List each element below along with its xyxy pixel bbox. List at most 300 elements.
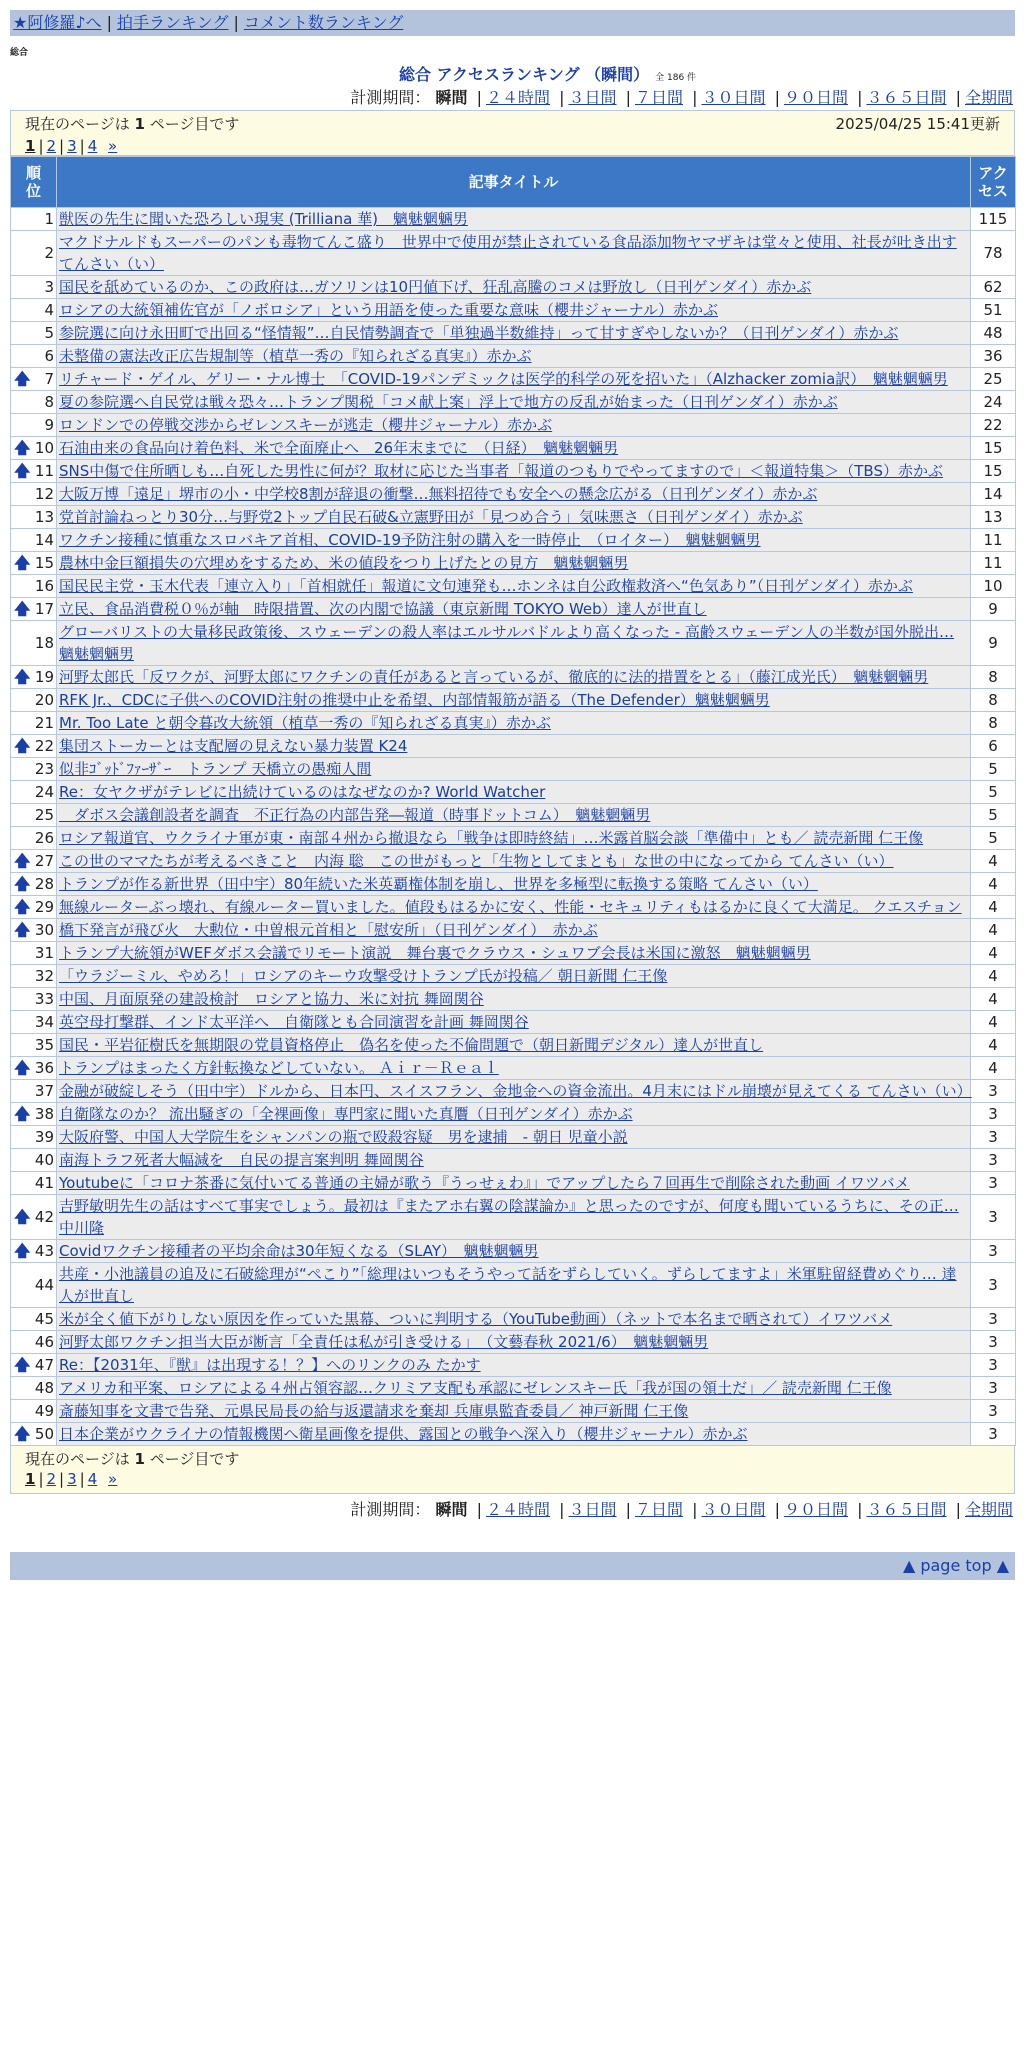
article-link[interactable]: ロシアの大統領補佐官が「ノボロシア」という用語を使った重要な意味（櫻井ジャーナル）赤かぶ — [59, 301, 718, 319]
article-link[interactable]: 共産・小池議員の追及に石破総理が“ぺこり”「総理はいつもそうやって話をずらしていく。ずらしてますよ」米軍駐留経費めぐり… 達人が世直し — [59, 1265, 957, 1305]
period-current: 瞬間 — [435, 88, 468, 107]
arrow-up-icon: 🡅 — [14, 553, 31, 572]
nav-link-clap-ranking[interactable]: 拍手ランキング — [116, 13, 229, 32]
page-next[interactable]: » — [108, 137, 118, 155]
article-link[interactable]: グローバリストの大量移民政策後、スウェーデンの殺人率はエルサルバドルより高くなった - 高齢スウェーデン人の半数が国外脱出… 魑魅魍魎男 — [59, 623, 955, 663]
table-row — [11, 1400, 1016, 1423]
title-cell — [57, 919, 971, 942]
table-row — [11, 712, 1016, 735]
arrow-up-icon: 🡅 — [14, 667, 31, 686]
article-link[interactable]: ワクチン接種に慎重なスロバキア首相、COVID-19予防注射の購入を一時停止 （ロイター） 魑魅魍魎男 — [59, 531, 761, 549]
article-link[interactable]: RFK Jr.、CDCに子供へのCOVID注射の推奨中止を希望、内部情報筋が語る（The Defender）魑魅魍魎男 — [59, 691, 770, 709]
rank-number: 10 — [34, 439, 54, 457]
rank-number: 23 — [34, 760, 54, 778]
access-count: 3 — [971, 1080, 1016, 1103]
title-cell — [57, 1400, 971, 1423]
rank-number: 33 — [34, 990, 54, 1008]
title-cell — [57, 735, 971, 758]
article-link[interactable]: マクドナルドもスーパーのパンも毒物てんこ盛り 世界中で使用が禁止されている食品添加物ヤマザキは堂々と使用、社長が吐き出す てんさい（い） — [59, 233, 957, 273]
rank-cell — [11, 1126, 57, 1149]
page-top-link[interactable]: ▲ page top ▲ — [902, 1556, 1009, 1575]
access-count: 3 — [971, 1423, 1016, 1446]
period-link-all[interactable]: 全期間 — [964, 1500, 1013, 1519]
page-link-3[interactable]: 3 — [67, 137, 77, 155]
arrow-up-icon: 🡅 — [14, 920, 31, 939]
title-cell — [57, 965, 971, 988]
page-next[interactable]: » — [108, 1470, 118, 1488]
period-label: 計測期間： — [350, 1500, 431, 1519]
title-cell — [57, 414, 971, 437]
table-row — [11, 299, 1016, 322]
table-row — [11, 666, 1016, 689]
rank-number: 18 — [34, 634, 54, 652]
arrow-up-icon: 🡅 — [14, 599, 31, 618]
access-count: 9 — [971, 621, 1016, 666]
table-row — [11, 1149, 1016, 1172]
access-count: 4 — [971, 873, 1016, 896]
table-row — [11, 1034, 1016, 1057]
title-cell — [57, 1263, 971, 1308]
arrow-up-icon: 🡅 — [14, 897, 31, 916]
rank-number: 24 — [34, 783, 54, 801]
period-current: 瞬間 — [435, 1500, 468, 1519]
rank-number: 31 — [34, 944, 54, 962]
period-link-24h[interactable]: ２４時間 — [485, 1500, 550, 1519]
table-row — [11, 1057, 1016, 1080]
article-link[interactable]: 河野太郎ワクチン担当大臣が断言「全責任は私が引き受ける」 （文藝春秋 2021/6） 魑魅魍魎男 — [59, 1333, 709, 1351]
table-row — [11, 1172, 1016, 1195]
article-link[interactable]: 大阪府警、中国人大学院生をシャンパンの瓶で殴殺容疑 男を逮捕 - 朝日 児童小説 — [59, 1128, 628, 1146]
rank-number: 45 — [34, 1310, 54, 1328]
article-link[interactable]: 南海トラフ死者大幅減を 自民の提言案判明 舞岡関谷 — [59, 1151, 424, 1169]
period-link-3d[interactable]: ３日間 — [568, 88, 617, 107]
rank-cell — [11, 483, 57, 506]
access-count: 3 — [971, 1308, 1016, 1331]
access-count: 4 — [971, 1011, 1016, 1034]
rank-number: 39 — [34, 1128, 54, 1146]
top-nav — [10, 10, 1015, 36]
rank-number: 26 — [34, 829, 54, 847]
pagination-bottom: 1 | 2 | 3 | 4 » — [25, 1470, 118, 1488]
period-label: 計測期間： — [350, 88, 431, 107]
title-cell — [57, 781, 971, 804]
rank-number: 30 — [34, 921, 54, 939]
access-count: 5 — [971, 827, 1016, 850]
table-row — [11, 1103, 1016, 1126]
access-count: 78 — [971, 231, 1016, 276]
table-row — [11, 942, 1016, 965]
table-row — [11, 414, 1016, 437]
period-link-30d[interactable]: ３０日間 — [701, 88, 766, 107]
article-link[interactable]: 自衛隊なのか？ 流出騒ぎの「全裸画像」専門家に聞いた真贋（日刊ゲンダイ）赤かぶ — [59, 1105, 633, 1123]
page-title — [10, 64, 1015, 86]
rank-cell — [11, 368, 57, 391]
table-row — [11, 506, 1016, 529]
rank-number: 49 — [34, 1402, 54, 1420]
article-link[interactable]: 未整備の憲法改正広告規制等（植草一秀の『知られざる真実』）赤かぶ — [59, 347, 532, 365]
access-count: 3 — [971, 1103, 1016, 1126]
arrow-up-icon: 🡅 — [14, 1104, 31, 1123]
access-count: 51 — [971, 299, 1016, 322]
table-row — [11, 781, 1016, 804]
arrow-up-icon: 🡅 — [14, 438, 31, 457]
article-link[interactable]: 河野太郎氏「反ワクが、河野太郎にワクチンの責任があると言っているが、徹底的に法的措置をとる」（藤江成光氏） 魑魅魍魎男 — [59, 668, 929, 686]
title-cell — [57, 988, 971, 1011]
table-row — [11, 483, 1016, 506]
rank-cell — [11, 231, 57, 276]
rank-cell — [11, 1195, 57, 1240]
access-count: 9 — [971, 598, 1016, 621]
rank-number: 35 — [34, 1036, 54, 1054]
access-count: 15 — [971, 437, 1016, 460]
article-link[interactable]: 国民を舐めているのか、この政府は…ガソリンは10円値下げ、狂乱高騰のコメは野放し（日刊ゲンダイ）赤かぶ — [59, 278, 812, 296]
title-cell — [57, 437, 971, 460]
title-cell — [57, 666, 971, 689]
rank-cell — [11, 827, 57, 850]
title-cell — [57, 1331, 971, 1354]
rank-number: 9 — [44, 416, 54, 434]
access-count: 3 — [971, 1195, 1016, 1240]
table-row — [11, 345, 1016, 368]
access-count: 25 — [971, 368, 1016, 391]
article-link[interactable]: Re：女ヤクザがテレビに出続けているのはなぜなのか? World Watcher — [59, 783, 546, 801]
rank-cell — [11, 781, 57, 804]
rank-cell — [11, 575, 57, 598]
arrow-up-icon: 🡅 — [14, 851, 31, 870]
article-link[interactable]: Mr. Too Late と朝令暮改大統領（植草一秀の『知られざる真実』）赤かぶ — [59, 714, 551, 732]
header-title: 記事タイトル — [57, 157, 971, 208]
nav-link-comment-ranking[interactable]: コメント数ランキング — [243, 13, 404, 32]
article-link[interactable]: トランプが作る新世界（田中宇）80年続いた米英覇権体制を崩し、世界を多極型に転換する策略 てんさい（い） — [59, 875, 818, 893]
article-link[interactable]: 日本企業がウクライナの情報機関へ衛星画像を提供、露国との戦争へ深入り（櫻井ジャーナル）赤かぶ — [59, 1425, 748, 1443]
rank-number: 14 — [34, 531, 54, 549]
title-cell — [57, 1423, 971, 1446]
rank-number: 3 — [44, 278, 54, 296]
access-count: 3 — [971, 1354, 1016, 1377]
title-cell — [57, 1377, 971, 1400]
page-link-2[interactable]: 2 — [46, 1470, 57, 1488]
table-row — [11, 391, 1016, 414]
title-cell — [57, 1103, 971, 1126]
title-cell — [57, 231, 971, 276]
article-link[interactable]: 無線ルーターぶっ壊れ、有線ルーター買いました。値段もはるかに安く、性能・セキュリティもはるかに良くて大満足。 クエスチョン — [59, 898, 962, 916]
rank-number: 48 — [34, 1379, 54, 1397]
title-cell — [57, 1149, 971, 1172]
access-count: 4 — [971, 1057, 1016, 1080]
article-link[interactable]: 党首討論ねっとり30分…与野党2トップ自民石破&立憲野田が「見つめ合う」気味悪さ（日刊ゲンダイ）赤かぶ — [59, 508, 803, 526]
table-row — [11, 1240, 1016, 1263]
table-row — [11, 1195, 1016, 1240]
article-link[interactable]: この世のママたちが考えるべきこと 内海 聡 この世がもっと「生物としてまとも」な世の中になってから てんさい（い） — [59, 852, 894, 870]
pager-top — [10, 110, 1015, 156]
page-link-3[interactable]: 3 — [67, 1470, 77, 1488]
title-cell — [57, 1308, 971, 1331]
title-cell — [57, 552, 971, 575]
period-link-all[interactable]: 全期間 — [964, 88, 1013, 107]
article-link[interactable]: 金融が破綻しそう（田中宇）ドルから、日本円、スイスフラン、金地金への資金流出。4月末にはドル崩壊が見えてくる てんさい（い） — [59, 1082, 972, 1100]
title-cell — [57, 689, 971, 712]
nav-separator: | — [106, 13, 112, 32]
rank-cell — [11, 1149, 57, 1172]
article-link[interactable]: アメリカ和平案、ロシアによる４州占領容認…クリミア支配も承認にゼレンスキー氏「我が国の領土だ」／ 読売新聞 仁王像 — [59, 1379, 892, 1397]
item-count: 全 186 件 — [655, 73, 697, 83]
title-cell — [57, 529, 971, 552]
rank-number: 47 — [34, 1356, 54, 1374]
article-link[interactable]: 立民、食品消費税０％が軸 時限措置、次の内閣で協議（東京新聞 TOKYO Web）達人が世直し — [59, 600, 707, 618]
rank-number: 37 — [34, 1082, 54, 1100]
arrow-up-icon: 🡅 — [14, 1355, 31, 1374]
rank-number: 36 — [34, 1059, 54, 1077]
rank-number: 16 — [34, 577, 54, 595]
access-count: 15 — [971, 460, 1016, 483]
title-cell — [57, 1034, 971, 1057]
access-count: 3 — [971, 1172, 1016, 1195]
rank-number: 1 — [44, 210, 54, 228]
rank-number: 42 — [34, 1208, 54, 1226]
access-count: 5 — [971, 781, 1016, 804]
rank-number: 13 — [34, 508, 54, 526]
rank-cell — [11, 1354, 57, 1377]
rank-number: 43 — [34, 1242, 54, 1260]
title-cell — [57, 575, 971, 598]
access-count: 3 — [971, 1331, 1016, 1354]
title-cell — [57, 1080, 971, 1103]
article-link[interactable]: 米が全く値下がりしない原因を作っていた黒幕、ついに判明する（YouTube動画）（ネットで本名まで晒されて）イワツバメ — [59, 1310, 893, 1328]
rank-cell — [11, 1172, 57, 1195]
rank-cell — [11, 506, 57, 529]
access-count: 11 — [971, 529, 1016, 552]
arrow-up-icon: 🡅 — [14, 1424, 31, 1443]
table-row — [11, 231, 1016, 276]
rank-cell — [11, 1240, 57, 1263]
table-row — [11, 919, 1016, 942]
title-cell — [57, 621, 971, 666]
article-link[interactable]: トランプはまったく方針転換などしていない。 Ａｉｒ－Ｒｅａｌ — [59, 1059, 499, 1077]
arrow-up-icon: 🡅 — [14, 369, 31, 388]
access-count: 3 — [971, 1377, 1016, 1400]
table-row — [11, 873, 1016, 896]
rank-number: 40 — [34, 1151, 54, 1169]
rank-number: 15 — [34, 554, 54, 572]
rank-cell — [11, 965, 57, 988]
table-row — [11, 598, 1016, 621]
title-cell — [57, 1240, 971, 1263]
period-link-30d[interactable]: ３０日間 — [701, 1500, 766, 1519]
rank-cell — [11, 689, 57, 712]
rank-cell — [11, 1400, 57, 1423]
table-row — [11, 850, 1016, 873]
period-link-3d[interactable]: ３日間 — [568, 1500, 617, 1519]
page-link-4[interactable]: 4 — [87, 1470, 98, 1488]
period-link-7d[interactable]: ７日間 — [634, 1500, 683, 1519]
rank-cell — [11, 437, 57, 460]
period-link-365d[interactable]: ３６５日間 — [866, 1500, 947, 1519]
table-header-row — [11, 157, 1016, 208]
table-row — [11, 1423, 1016, 1446]
rank-cell — [11, 804, 57, 827]
article-link[interactable]: 中国、月面原発の建設検討 ロシアと協力、米に対抗 舞岡関谷 — [59, 990, 484, 1008]
rank-number: 5 — [44, 324, 54, 342]
table-row — [11, 1011, 1016, 1034]
section-label: 総合 — [10, 48, 29, 58]
page — [10, 10, 1015, 1580]
access-count: 4 — [971, 896, 1016, 919]
article-link[interactable]: 橋下発言が飛び火 大勲位・中曽根元首相と「慰安所」（日刊ゲンダイ） 赤かぶ — [59, 921, 598, 939]
access-count: 4 — [971, 965, 1016, 988]
access-count: 4 — [971, 850, 1016, 873]
rank-cell — [11, 1057, 57, 1080]
title-cell — [57, 1057, 971, 1080]
article-link[interactable]: 石油由来の食品向け着色料、米で全面廃止へ 26年末までに （日経） 魑魅魍魎男 — [59, 439, 619, 457]
table-row — [11, 896, 1016, 919]
article-link[interactable]: Covidワクチン接種者の平均余命は30年短くなる（SLAY） 魑魅魍魎男 — [59, 1242, 539, 1260]
access-count: 8 — [971, 666, 1016, 689]
table-row — [11, 1126, 1016, 1149]
article-link[interactable]: 斎藤知事を文書で告発、元県民局長の給与返還請求を棄却 兵庫県監査委員／ 神戸新聞 仁王像 — [59, 1402, 689, 1420]
article-link[interactable]: Youtubeに「コロナ茶番に気付いてる普通の主婦が歌う『うっせぇわ』」でアップしたら７回再生で削除された動画 イワツバメ — [59, 1174, 910, 1192]
rank-cell — [11, 666, 57, 689]
header-access: アクセス — [971, 157, 1016, 208]
rank-number: 17 — [34, 600, 54, 618]
nav-separator: | — [233, 13, 239, 32]
access-count: 8 — [971, 712, 1016, 735]
rank-number: 46 — [34, 1333, 54, 1351]
article-link[interactable]: トランプ大統領がWEFダボス会議でリモート演説 舞台裏でクラウス・シュワブ会長は米国に激怒 魑魅魍魎男 — [59, 944, 811, 962]
access-count: 14 — [971, 483, 1016, 506]
article-link[interactable]: ロシア報道官、ウクライナ軍が東・南部４州から撤退なら「戦争は即時終結」…米露首脳会談「準備中」とも／ 読売新聞 仁王像 — [59, 829, 924, 847]
title-cell — [57, 391, 971, 414]
article-link[interactable]: ダボス会議創設者を調査 不正行為の内部告発―報道（時事ドットコム） 魑魅魍魎男 — [59, 806, 651, 824]
page-link-2[interactable]: 2 — [46, 137, 57, 155]
title-cell — [57, 1354, 971, 1377]
pagination: 1 | 2 | 3 | 4 » — [25, 137, 118, 155]
article-link[interactable]: 農林中金巨額損失の穴埋めをするため、米の値段をつり上げたとの見方 魑魅魍魎男 — [59, 554, 629, 572]
table-row — [11, 735, 1016, 758]
arrow-up-icon: 🡅 — [14, 1207, 31, 1226]
table-row — [11, 621, 1016, 666]
article-link[interactable]: 集団ストーカーとは支配層の見えない暴力装置 K24 — [59, 737, 408, 755]
rank-number: 20 — [34, 691, 54, 709]
table-row — [11, 276, 1016, 299]
table-row — [11, 322, 1016, 345]
article-link[interactable]: 大阪万博「遠足」堺市の小・中学校8割が辞退の衝撃…無料招待でも安全への懸念広がる（日刊ゲンダイ）赤かぶ — [59, 485, 818, 503]
table-row — [11, 437, 1016, 460]
rank-number: 21 — [34, 714, 54, 732]
arrow-up-icon: 🡅 — [14, 874, 31, 893]
access-count: 6 — [971, 735, 1016, 758]
rank-cell — [11, 414, 57, 437]
rank-number: 27 — [34, 852, 54, 870]
title-cell — [57, 804, 971, 827]
article-link[interactable]: 夏の参院選へ自民党は戦々恐々…トランプ関税「コメ献上案」浮上で地方の反乱が始まった（日刊ゲンダイ）赤かぶ — [59, 393, 838, 411]
rank-cell — [11, 988, 57, 1011]
access-count: 13 — [971, 506, 1016, 529]
article-link[interactable]: 似非ｺﾞｯﾄﾞﾌｧｰｻﾞｰ トランプ 天橋立の愚痴人間 — [59, 760, 372, 778]
period-link-365d[interactable]: ３６５日間 — [866, 88, 947, 107]
rank-cell — [11, 942, 57, 965]
rank-cell — [11, 299, 57, 322]
rank-number: 34 — [34, 1013, 54, 1031]
article-link[interactable]: 参院選に向け永田町で出回る“怪情報”…自民情勢調査で「単独過半数維持」って甘すぎやしないか？（日刊ゲンダイ）赤かぶ — [59, 324, 899, 342]
article-link[interactable]: SNS中傷で住所晒しも…自死した男性に何が？取材に応じた当事者「報道のつもりでやってますので」＜報道特集＞（TBS）赤かぶ — [59, 462, 943, 480]
period-link-24h[interactable]: ２４時間 — [485, 88, 550, 107]
title-cell — [57, 873, 971, 896]
rank-number: 38 — [34, 1105, 54, 1123]
rank-cell — [11, 208, 57, 231]
rank-cell — [11, 598, 57, 621]
article-link[interactable]: 獣医の先生に聞いた恐ろしい現実 (Trilliana 華) 魑魅魍魎男 — [59, 210, 468, 228]
period-link-90d[interactable]: ９０日間 — [783, 88, 848, 107]
rank-cell — [11, 896, 57, 919]
page-status-bottom: 現在のページは 1 ページ目です — [25, 1450, 240, 1468]
rank-cell — [11, 621, 57, 666]
title-cell — [57, 299, 971, 322]
article-link[interactable]: ロンドンでの停戦交渉からゼレンスキーが逃走（櫻井ジャーナル）赤かぶ — [59, 416, 553, 434]
nav-link-asyura[interactable]: ★阿修羅♪へ — [13, 13, 102, 32]
rank-cell — [11, 1103, 57, 1126]
title-cell — [57, 506, 971, 529]
arrow-up-icon: 🡅 — [14, 461, 31, 480]
page-link-4[interactable]: 4 — [87, 137, 98, 155]
rank-cell — [11, 552, 57, 575]
page-current: 1 — [25, 137, 36, 155]
rank-cell — [11, 391, 57, 414]
rank-cell — [11, 1308, 57, 1331]
title-cell — [57, 460, 971, 483]
article-link[interactable]: リチャード・ゲイル、ゲリー・ナル博士 「COVID-19パンデミックは医学的科学の死を招いた」（Alzhacker zomia訳） 魑魅魍魎男 — [59, 370, 948, 388]
table-row — [11, 1263, 1016, 1308]
rank-number: 50 — [34, 1425, 54, 1443]
rank-number: 8 — [44, 393, 54, 411]
rank-number: 29 — [34, 898, 54, 916]
access-count: 48 — [971, 322, 1016, 345]
arrow-up-icon: 🡅 — [14, 1241, 31, 1260]
period-link-7d[interactable]: ７日間 — [634, 88, 683, 107]
header-rank: 順位 — [11, 157, 57, 208]
table-row — [11, 1080, 1016, 1103]
article-link[interactable]: 英空母打撃群、インド太平洋へ 自衛隊とも合同演習を計画 舞岡関谷 — [59, 1013, 529, 1031]
access-count: 11 — [971, 552, 1016, 575]
access-count: 3 — [971, 1240, 1016, 1263]
rank-cell — [11, 345, 57, 368]
rank-number: 28 — [34, 875, 54, 893]
access-count: 22 — [971, 414, 1016, 437]
article-link[interactable]: 国民民主党・玉木代表「連立入り」「首相就任」報道に文句連発も…ホンネは自公政権救済へ“色気あり”（日刊ゲンダイ）赤かぶ — [59, 577, 913, 595]
article-link[interactable]: 国民・平岩征樹氏を無期限の党員資格停止 偽名を使った不倫問題で（朝日新聞デジタル）達人が世直し — [59, 1036, 764, 1054]
rank-cell — [11, 529, 57, 552]
rank-number: 2 — [44, 244, 54, 262]
period-link-90d[interactable]: ９０日間 — [783, 1500, 848, 1519]
rank-number: 12 — [34, 485, 54, 503]
ranking-body — [11, 208, 1016, 1446]
rank-cell — [11, 1263, 57, 1308]
title-cell — [57, 1172, 971, 1195]
rank-number: 7 — [44, 370, 54, 388]
rank-number: 25 — [34, 806, 54, 824]
title-cell — [57, 850, 971, 873]
title-cell — [57, 827, 971, 850]
article-link[interactable]: Re：【2031年、『獣』は出現する！？】へのリンクのみ たかす — [59, 1356, 481, 1374]
article-link[interactable]: 吉野敏明先生の話はすべて事実でしょう。最初は『またアホ右翼の陰謀論か』と思ったのですが、何度も聞いているうちに、その正… 中川隆 — [59, 1197, 959, 1237]
rank-number: 4 — [44, 301, 54, 319]
table-row — [11, 552, 1016, 575]
article-link[interactable]: 「ウラジーミル、やめろ！」ロシアのキーウ攻撃受けトランプ氏が投稿／ 朝日新聞 仁王像 — [59, 967, 668, 985]
table-row — [11, 758, 1016, 781]
title-cell — [57, 1126, 971, 1149]
rank-cell — [11, 1080, 57, 1103]
table-row — [11, 827, 1016, 850]
pager-bottom — [10, 1446, 1015, 1494]
